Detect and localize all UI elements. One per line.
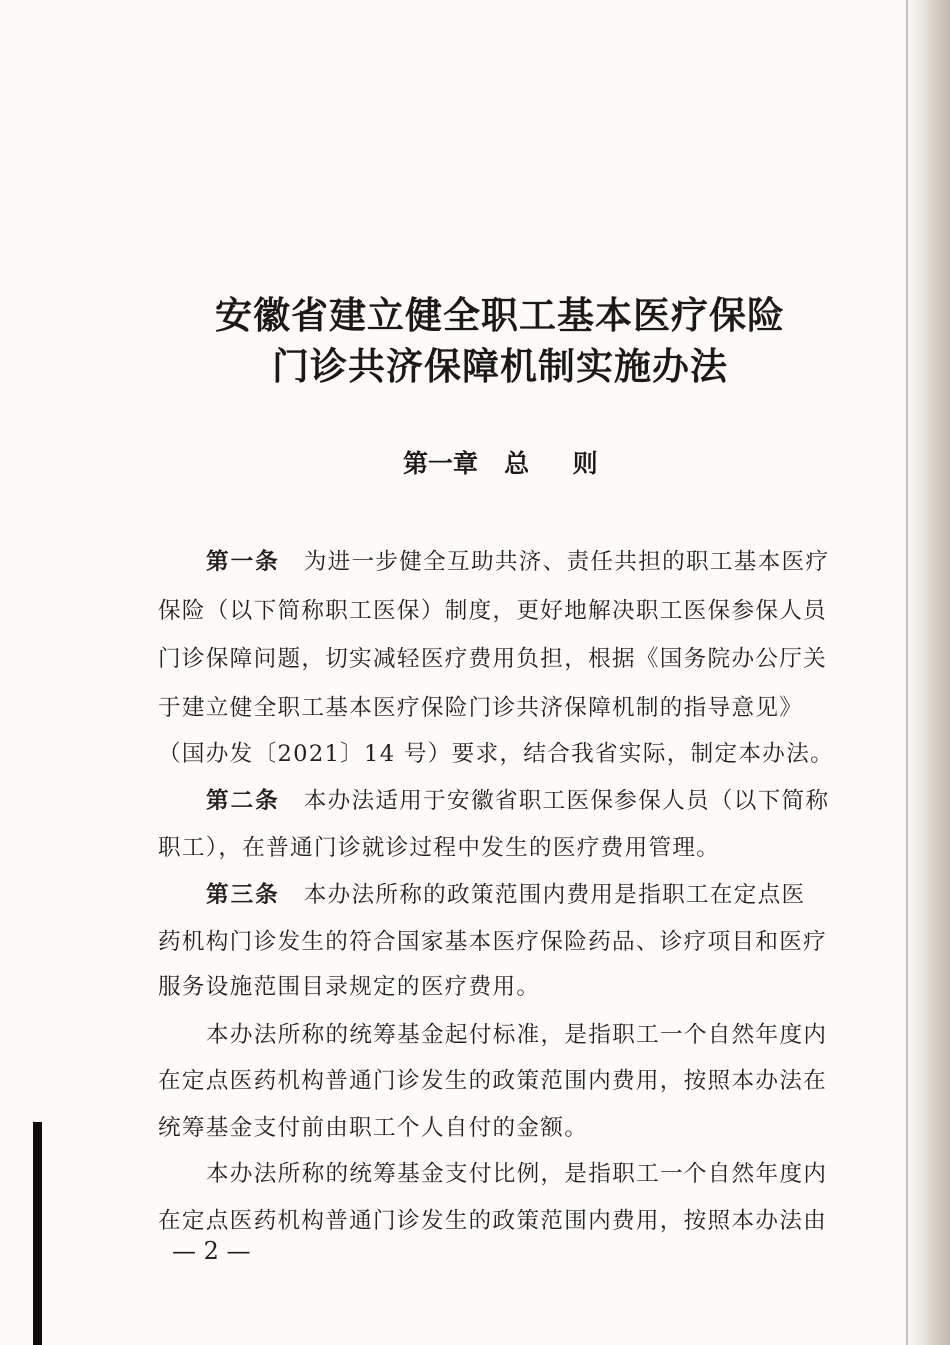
paragraph-1-line1: 本办法所称的统筹基金起付标准，是指职工一个自然年度内	[206, 1022, 828, 1048]
page-fold-line	[906, 0, 908, 1345]
article-2-text-line2: 职工），在普通门诊就诊过程中发生的医疗费用管理。	[158, 835, 721, 861]
article-3-first-line	[206, 877, 805, 909]
article-1-first-line	[206, 544, 829, 576]
page-binding-edge	[904, 0, 950, 1345]
article-3-text-line1: 本办法所称的政策范围内费用是指职工在定点医	[303, 882, 806, 908]
chapter-heading: 第一章 总 则	[403, 449, 598, 478]
article-1-text-line3: 门诊保障问题，切实减轻医疗费用负担，根据《国务院办公厅关	[158, 646, 828, 672]
scan-edge-artifact	[33, 1122, 42, 1345]
article-1-text-line2: 保险（以下简称职工医保）制度，更好地解决职工医保参保人员	[158, 598, 828, 624]
paragraph-1-line3: 统筹基金支付前由职工个人自付的金额。	[158, 1115, 589, 1141]
article-2-text-line1: 本办法适用于安徽省职工医保参保人员（以下简称	[303, 788, 830, 814]
article-1-text-line4: 于建立健全职工基本医疗保险门诊共济保障机制的指导意见》	[158, 695, 804, 721]
article-1-text-line1: 为进一步健全互助共济、责任共担的职工基本医疗	[303, 549, 830, 575]
article-3-text-line3: 服务设施范围目录规定的医疗费用。	[158, 974, 541, 1000]
article-1-label: 第一条	[206, 549, 280, 575]
paragraph-2-line2: 在定点医药机构普通门诊发生的政策范围内费用，按照本办法由	[158, 1208, 828, 1234]
article-3-text-line2: 药机构门诊发生的符合国家基本医疗保险药品、诊疗项目和医疗	[158, 929, 828, 955]
document-title-line1: 安徽省建立健全职工基本医疗保险	[215, 293, 785, 337]
page-number: — 2 —	[172, 1237, 251, 1265]
article-2-first-line	[206, 783, 829, 815]
paragraph-1-line2: 在定点医药机构普通门诊发生的政策范围内费用，按照本办法在	[158, 1068, 828, 1094]
article-3-label: 第三条	[206, 882, 280, 908]
article-2-label: 第二条	[206, 788, 280, 814]
article-1-text-line5: （国办发〔2021〕14 号）要求，结合我省实际，制定本办法。	[158, 741, 834, 767]
paragraph-2-line1: 本办法所称的统筹基金支付比例，是指职工一个自然年度内	[206, 1161, 828, 1187]
document-title-line2: 门诊共济保障机制实施办法	[272, 344, 728, 388]
